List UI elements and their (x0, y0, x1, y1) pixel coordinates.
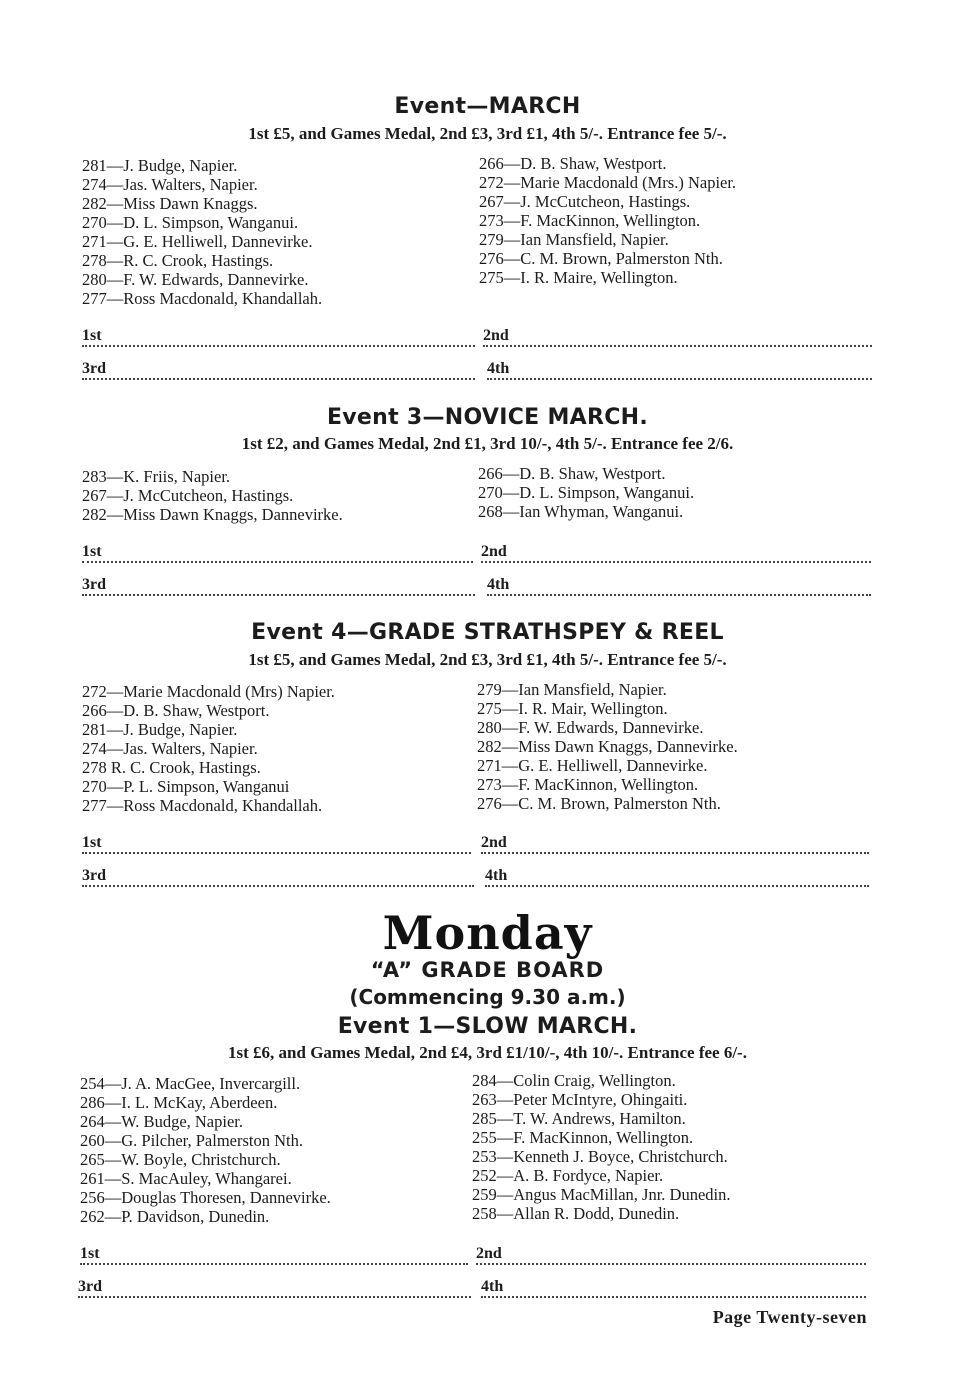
entry: 270—P. L. Simpson, Wanganui (82, 777, 290, 796)
entry: 274—Jas. Walters, Napier. (82, 175, 258, 194)
entry: 278 R. C. Crook, Hastings. (82, 758, 261, 777)
entry: 263—Peter McIntyre, Ohingaiti. (472, 1090, 688, 1109)
entry: 279—Ian Mansfield, Napier. (479, 230, 669, 249)
entry: 256—Douglas Thoresen, Dannevirke. (80, 1188, 331, 1207)
result-fourth-line (487, 576, 871, 596)
entry: 275—I. R. Mair, Wellington. (477, 699, 668, 718)
entry: 281—J. Budge, Napier. (82, 720, 238, 739)
result-third-line (82, 867, 474, 887)
result-second-line (481, 834, 869, 854)
entry: 254—J. A. MacGee, Invercargill. (80, 1074, 301, 1093)
place-label: 4th (487, 360, 510, 377)
place-label: 3rd (78, 1278, 102, 1295)
entry: 283—K. Friis, Napier. (82, 467, 231, 486)
entry: 261—S. MacAuley, Whangarei. (80, 1169, 292, 1188)
entry: 274—Jas. Walters, Napier. (82, 739, 258, 758)
entry: 286—I. L. McKay, Aberdeen. (80, 1093, 278, 1112)
event-3-entries-right (478, 464, 694, 521)
event-march-entries-left (82, 156, 322, 308)
entry: 264—W. Budge, Napier. (80, 1112, 243, 1131)
result-first-line (82, 834, 471, 854)
entry: 270—D. L. Simpson, Wanganui. (478, 483, 695, 502)
place-label: 1st (82, 327, 102, 344)
result-first-line (82, 543, 473, 563)
entry: 272—Marie Macdonald (Mrs.) Napier. (479, 173, 737, 192)
event-1-title: Event 1—SLOW MARCH. (337, 1014, 638, 1039)
entry: 277—Ross Macdonald, Khandallah. (82, 796, 323, 815)
entry: 271—G. E. Helliwell, Dannevirke. (82, 232, 313, 251)
event-3-prizes: 1st £2, and Games Medal, 2nd £1, 3rd 10/-, 4th 5/-. Entrance fee 2/6. (241, 434, 734, 453)
event-1-entries-right (472, 1071, 730, 1223)
entry: 270—D. L. Simpson, Wanganui. (82, 213, 299, 232)
event-march-prizes: 1st £5, and Games Medal, 2nd £3, 3rd £1, 4th 5/-. Entrance fee 5/-. (248, 124, 727, 143)
entry: 260—G. Pilcher, Palmerston Nth. (80, 1131, 303, 1150)
entry: 266—D. B. Shaw, Westport. (82, 701, 270, 720)
result-third-line (78, 1278, 471, 1298)
result-second-line (481, 543, 871, 563)
entry: 258—Allan R. Dodd, Dunedin. (472, 1204, 680, 1223)
place-label: 1st (80, 1245, 100, 1262)
place-label: 1st (82, 834, 102, 851)
event-4-entries-left (82, 682, 335, 815)
result-fourth-line (487, 360, 872, 380)
entry: 279—Ian Mansfield, Napier. (477, 680, 667, 699)
entry: 267—J. McCutcheon, Hastings. (82, 486, 294, 505)
result-fourth-line (481, 1278, 866, 1298)
entry: 259—Angus MacMillan, Jnr. Dunedin. (472, 1185, 731, 1204)
commencing-time: (Commencing 9.30 a.m.) (349, 985, 626, 1009)
event-1-entries-left (80, 1074, 331, 1226)
place-label: 2nd (483, 327, 509, 344)
entry: 262—P. Davidson, Dunedin. (80, 1207, 270, 1226)
result-first-line (80, 1245, 468, 1265)
entry: 282—Miss Dawn Knaggs, Dannevirke. (477, 737, 738, 756)
entry: 273—F. MacKinnon, Wellington. (477, 775, 699, 794)
place-label: 3rd (82, 360, 106, 377)
day-heading: Monday (382, 906, 593, 960)
event-1-prizes: 1st £6, and Games Medal, 2nd £4, 3rd £1/10/-, 4th 10/-. Entrance fee 6/-. (228, 1043, 747, 1062)
entry: 282—Miss Dawn Knaggs, Dannevirke. (82, 505, 343, 524)
entry: 266—D. B. Shaw, Westport. (478, 464, 666, 483)
entry: 265—W. Boyle, Christchurch. (80, 1150, 281, 1169)
grade-heading: “A” GRADE BOARD (370, 958, 605, 982)
entry: 273—F. MacKinnon, Wellington. (479, 211, 701, 230)
place-label: 1st (82, 543, 102, 560)
result-third-line (82, 576, 475, 596)
page-number: Page Twenty-seven (712, 1307, 867, 1327)
entry: 252—A. B. Fordyce, Napier. (472, 1166, 664, 1185)
result-first-line (82, 327, 475, 347)
event-march-title: Event—MARCH (394, 94, 581, 119)
place-label: 3rd (82, 867, 106, 884)
entry: 282—Miss Dawn Knaggs. (82, 194, 258, 213)
entry: 267—J. McCutcheon, Hastings. (479, 192, 691, 211)
entry: 276—C. M. Brown, Palmerston Nth. (477, 794, 721, 813)
result-third-line (82, 360, 475, 380)
event-4-entries-right (477, 680, 738, 813)
entry: 276—C. M. Brown, Palmerston Nth. (479, 249, 723, 268)
event-3-title: Event 3—NOVICE MARCH. (326, 405, 649, 430)
event-4-prizes: 1st £5, and Games Medal, 2nd £3, 3rd £1, 4th 5/-. Entrance fee 5/-. (248, 650, 727, 669)
entry: 275—I. R. Maire, Wellington. (479, 268, 678, 287)
place-label: 3rd (82, 576, 106, 593)
place-label: 4th (487, 576, 510, 593)
entry: 278—R. C. Crook, Hastings. (82, 251, 274, 270)
place-label: 2nd (476, 1245, 502, 1262)
entry: 281—J. Budge, Napier. (82, 156, 238, 175)
place-label: 2nd (481, 834, 507, 851)
event-4-title: Event 4—GRADE STRATHSPEY & REEL (251, 620, 724, 645)
entry: 266—D. B. Shaw, Westport. (479, 154, 667, 173)
place-label: 2nd (481, 543, 507, 560)
entry: 284—Colin Craig, Wellington. (472, 1071, 676, 1090)
event-3-entries-left (82, 467, 343, 524)
entry: 285—T. W. Andrews, Hamilton. (472, 1109, 686, 1128)
result-fourth-line (485, 867, 869, 887)
entry: 277—Ross Macdonald, Khandallah. (82, 289, 323, 308)
place-label: 4th (485, 867, 508, 884)
entry: 271—G. E. Helliwell, Dannevirke. (477, 756, 708, 775)
result-second-line (476, 1245, 866, 1265)
event-march-entries-right (479, 154, 736, 287)
entry: 280—F. W. Edwards, Dannevirke. (477, 718, 704, 737)
entry: 272—Marie Macdonald (Mrs) Napier. (82, 682, 335, 701)
entry: 255—F. MacKinnon, Wellington. (472, 1128, 694, 1147)
place-label: 4th (481, 1278, 504, 1295)
entry: 280—F. W. Edwards, Dannevirke. (82, 270, 309, 289)
entry: 268—Ian Whyman, Wanganui. (478, 502, 684, 521)
entry: 253—Kenneth J. Boyce, Christchurch. (472, 1147, 728, 1166)
result-second-line (483, 327, 872, 347)
